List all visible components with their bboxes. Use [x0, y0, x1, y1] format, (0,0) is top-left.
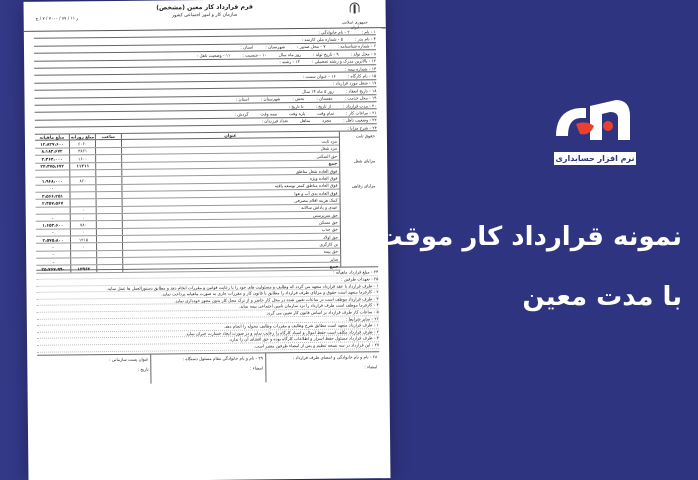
wage-cell — [96, 206, 122, 213]
wage-cell — [95, 155, 121, 162]
info-cell: ۱۹ - محل خدمت : — [344, 95, 377, 101]
wage-cell: فوق العاده ویژه — [121, 175, 339, 184]
wage-cell: ۱۲۱۵ — [70, 236, 96, 243]
wage-cell: ۲۵،۷۶۷،۹۹۰ — [41, 266, 66, 272]
wage-cell: ۱۱۲۱۱ — [69, 163, 95, 170]
wage-cell — [95, 192, 121, 199]
wage-cell: مزد شغل — [121, 145, 339, 154]
info-cell: ۱۰ - جنسیت : — [242, 52, 267, 58]
wage-cell — [96, 199, 122, 206]
info-cell: تعداد فرزندان : — [261, 118, 288, 124]
wage-cell: حق جذب — [122, 226, 340, 235]
wage-table — [35, 132, 378, 272]
wage-cell — [69, 185, 95, 192]
info-cell: استان : — [235, 96, 249, 102]
info-rows — [24, 28, 387, 135]
info-cell: تمام وقت — [317, 110, 335, 116]
info-cell: روز ماه سال — [278, 51, 302, 58]
sign-party-label: ۲۸ - نام و نام خانوادگی و امضای طرف قرارداد : — [292, 353, 378, 360]
wage-cell: مزد ثابت — [121, 138, 339, 147]
info-cell: ۲۱ - ساعات کار : — [346, 110, 377, 116]
wage-cell — [95, 162, 121, 169]
wage-cell — [95, 148, 121, 155]
wage-cell: حق اولاد — [122, 234, 340, 243]
wage-cell: ۸،۱۸۳،۶۷۲ — [41, 148, 63, 155]
clause-line: ۲ - کارفرما متعهد است حقوق و مزایای طرف قرارداد را مطابق با قانون کار و مقررات جاری به صورت ماهیانه پرداخت نماید. — [37, 289, 379, 299]
wage-cell: جمع — [122, 263, 340, 272]
info-cell: ۱۷ - شغل مورد قرارداد : — [332, 80, 377, 87]
sign-position-label: عنوان پست سازمانی : — [108, 356, 149, 362]
wage-header-title: عنوان — [121, 132, 339, 139]
wage-cell: حق بیمه — [122, 248, 340, 257]
info-cell: ۱۳ - رشته : — [279, 59, 300, 65]
wage-header-hours: ساعت — [95, 134, 121, 139]
wage-cell — [95, 177, 121, 184]
clause-line: ۲۷ - این قرارداد در سه نسخه تنظیم و پس از امضاء طرفین معتبر است. — [37, 342, 379, 352]
info-cell: ۱ - نام : — [361, 28, 376, 35]
wage-cell: ۰ — [70, 207, 96, 214]
contract-clauses — [26, 268, 389, 355]
info-cell: ۱۲ - بالاترین مدرک و رشته تحصیلی : — [311, 58, 377, 65]
wage-cell: ۰ — [70, 229, 96, 236]
wage-cell: ۲۴،۴۷۵،۶۷۲ — [40, 163, 65, 169]
wage-cell — [96, 214, 122, 221]
brand-logo — [546, 96, 638, 180]
info-cell: پاره وقت — [289, 110, 306, 117]
document-header — [23, 0, 385, 35]
info-cell: متاهل — [299, 118, 311, 124]
wage-cell: ۰ — [51, 244, 55, 250]
clause-line: ۲ - طرف قرارداد مکلف است حفظ اموال و اسناد کارگاه را رعایت نماید و در صورت ایجاد خسارت جبران نماید. — [37, 329, 379, 339]
wage-header-amount: مبلغ ماهیانه — [39, 134, 65, 141]
sign-party-sub: امضاء : — [364, 363, 378, 369]
wage-cell: ۳،۵۶۶،۲۵۱ — [41, 193, 64, 199]
info-cell: ۹ - تاریخ تولد : — [312, 51, 339, 57]
info-cell: گردش : — [234, 111, 249, 117]
clause-line: ۲۶ - سایر شرایط : — [37, 316, 379, 326]
document-title: فرم قرارداد کار معین (مشخص) — [156, 3, 253, 12]
wage-cell: ۱۶۰۰ — [69, 155, 95, 162]
wage-cell — [96, 236, 122, 243]
wage-cell: سایر — [122, 256, 340, 265]
logo-tagline: نرم افزار حسابداری — [555, 154, 635, 163]
wage-cell — [35, 170, 69, 177]
wage-cell: ۱،۹۶۸،۰۰۰ — [41, 178, 63, 184]
info-cell: تا تاریخ : — [288, 103, 304, 109]
wage-cell: ۰ — [70, 243, 96, 250]
wage-cell — [96, 228, 122, 235]
info-cell: شهرستان : — [265, 44, 286, 50]
sign-position — [37, 354, 151, 384]
info-cell: نیمه وقت — [260, 111, 278, 117]
info-cell: ۲ - نام خانوادگی : — [318, 29, 350, 35]
info-cell: ۱۴ - شماره بیمه : — [344, 65, 377, 72]
wage-side-label: حقوق ثابت — [355, 133, 375, 139]
wage-cell — [70, 199, 96, 206]
wage-cell: حق السکنی — [121, 153, 339, 162]
document-number: ر ۱۱ / ۸۷ / ۷۰۰۰ / ۷ / ج — [35, 15, 79, 21]
wage-cell: ۳۸۶۱ — [69, 148, 95, 155]
sign-officer — [151, 353, 266, 383]
wage-cell — [70, 258, 96, 265]
info-cell: از تاریخ : — [315, 103, 332, 109]
info-cell: شهرستان : — [260, 96, 281, 102]
info-cell: بخش : — [292, 96, 305, 102]
wage-cell: ۱۲،۸۲۷،۶۰۰ — [40, 141, 64, 147]
emblem-label: جمهوری اسلامی ایران — [341, 19, 368, 30]
info-cell: ۱۸ - تاریخ انعقاد : — [345, 88, 377, 94]
signature-area — [37, 351, 379, 385]
info-cell: ۷ - محل صدور : — [297, 44, 326, 50]
contract-document — [23, 0, 390, 480]
sign-party — [265, 352, 380, 382]
wage-side-label: مزایای شغل — [353, 158, 376, 164]
wage-cell — [95, 140, 121, 147]
wage-cell: حق مسکن — [122, 219, 340, 228]
wage-cell: ۰ — [51, 259, 55, 265]
wage-side-label: مزایای رفاهی — [351, 183, 376, 189]
wage-cell: ۷۸۰ — [70, 221, 96, 228]
wage-cell: ۸۶۰ — [69, 177, 95, 184]
wage-cell: ۱،۶۵۳،۶۰۰ — [42, 222, 64, 228]
wage-header-rate: مبلغ روزانه — [70, 134, 95, 140]
info-cell: ۵ - شماره ملی کارمند : — [301, 36, 344, 43]
heading-line-1: نمونه قرارداد کار موقت — [376, 222, 682, 252]
wage-cell: کمک هزینه اقلام مصرفی — [122, 197, 340, 206]
wage-cell — [69, 170, 95, 177]
wage-cell — [70, 251, 96, 258]
wage-cell: ۳،۴۶۴،۰۰۰ — [41, 156, 63, 162]
clause-line: ۲۴ - مبلغ قرارداد ماهیانه : — [36, 270, 378, 280]
wage-cell: ۰ — [70, 214, 96, 221]
wage-cell — [96, 221, 122, 228]
wage-cell — [69, 192, 95, 199]
wage-cell — [96, 243, 122, 250]
document-subtitle: سازمان کار و امور اجتماعی کشور — [171, 12, 238, 19]
sign-officer-sub: امضاء : — [249, 365, 264, 371]
clause-line: ۴ - کارفرما موظف است طرف قرارداد را نزد سازمان تامین اجتماعی بیمه نماید. — [37, 303, 379, 313]
clause-line: ۵ - ساعات کار طرف قرارداد بر اساس قانون کار تعیین می گردد. — [37, 309, 379, 319]
info-cell: ۴ - نام پدر : — [354, 36, 376, 42]
wage-cell — [95, 184, 121, 191]
info-cell: استان : — [240, 44, 254, 51]
clause-line: ۱ - طرف قرارداد متعهد است مطابق شرح وظایف و مقررات وظایف محوله را انجام دهد. — [37, 322, 379, 332]
wage-cell — [95, 170, 121, 177]
clause-line: ۳ - طرف قرارداد مسئول حفظ اسرار و اطلاعات کارگاه بوده و حق افشای آن را ندارد. — [37, 336, 379, 346]
info-cell: روز ۵ ماه ۱۴ سال — [302, 88, 334, 94]
info-cell: ۶ - شماره شناسنامه : — [337, 43, 377, 50]
wage-cell — [96, 258, 122, 265]
info-cell: ۱۵ - نام کارگاه : — [347, 73, 377, 79]
info-cell: ۲۰ - مدت قرارداد : — [343, 102, 377, 109]
wage-side — [339, 132, 378, 267]
wage-cell: ۲،۴۵۷،۵۶۷ — [42, 200, 64, 206]
wage-cell: ۰ — [51, 185, 54, 191]
info-cell: ۲۲ - وضعیت تاهل : — [343, 117, 377, 123]
wage-cell: حق سرپرستی — [122, 212, 340, 221]
clause-line: ۲۵ - تعهدات طرفین : — [36, 276, 378, 286]
clause-line: ۱ - طرف قرارداد با عقد قرارداد متعهد می گردد که وظایف و مسئولیت های خود را با رعایت قوانین و مقررات انجام دهد و مطابق دستورالعمل ها عمل نماید. — [36, 283, 378, 293]
wage-cell: ۱۳۹۶۲ — [70, 265, 96, 272]
sign-officer-label: ۲۹ - نام و نام خانوادگی مقام مسئول دستگاه : — [182, 355, 263, 361]
info-cell: مجرد — [322, 118, 332, 124]
wage-cell — [36, 207, 70, 214]
wage-cell: ۰ — [51, 215, 55, 221]
clause-line: ۳ - طرف قرارداد موظف است در ساعات تعیین شده در محل کار حاضر و از ترک محل کار بدون مجوز خودداری نماید. — [37, 296, 379, 306]
wage-cell: جمع — [121, 160, 339, 169]
info-cell: ۱۶ - عنوان سمت : — [302, 73, 336, 80]
wage-cell: فوق العاده مناطق کمتر توسعه یافته — [121, 182, 339, 191]
info-cell: ۱۱ - وضعیت تاهل : — [196, 52, 231, 58]
wage-cell — [96, 251, 122, 258]
sign-position-sub: تاریخ : — [137, 366, 149, 372]
wage-cell: ۲،۵۷۵،۸۰۰ — [42, 237, 64, 243]
wage-cell — [96, 265, 122, 272]
wage-cell: عیدی و پاداش سالانه — [122, 204, 340, 213]
wage-cell: فوق العاده بدی آب و هوا — [121, 189, 339, 198]
wage-cell: ۶۰۶۰ — [69, 141, 95, 148]
info-cell: دهستان : — [316, 95, 333, 102]
logo-mark-icon — [546, 96, 638, 156]
wage-cell: ۰ — [51, 229, 55, 235]
heading-line-2: با مدت معین — [522, 282, 682, 312]
info-cell: ۲۳ - شرح مزایا : — [347, 124, 377, 131]
wage-cell: فوق العاده شغل مناطق — [121, 167, 339, 176]
info-cell: ۸ - محل تولد : — [350, 51, 377, 57]
wage-cell: ۰ — [51, 251, 55, 257]
wage-cell: بن کارگری — [122, 241, 340, 250]
